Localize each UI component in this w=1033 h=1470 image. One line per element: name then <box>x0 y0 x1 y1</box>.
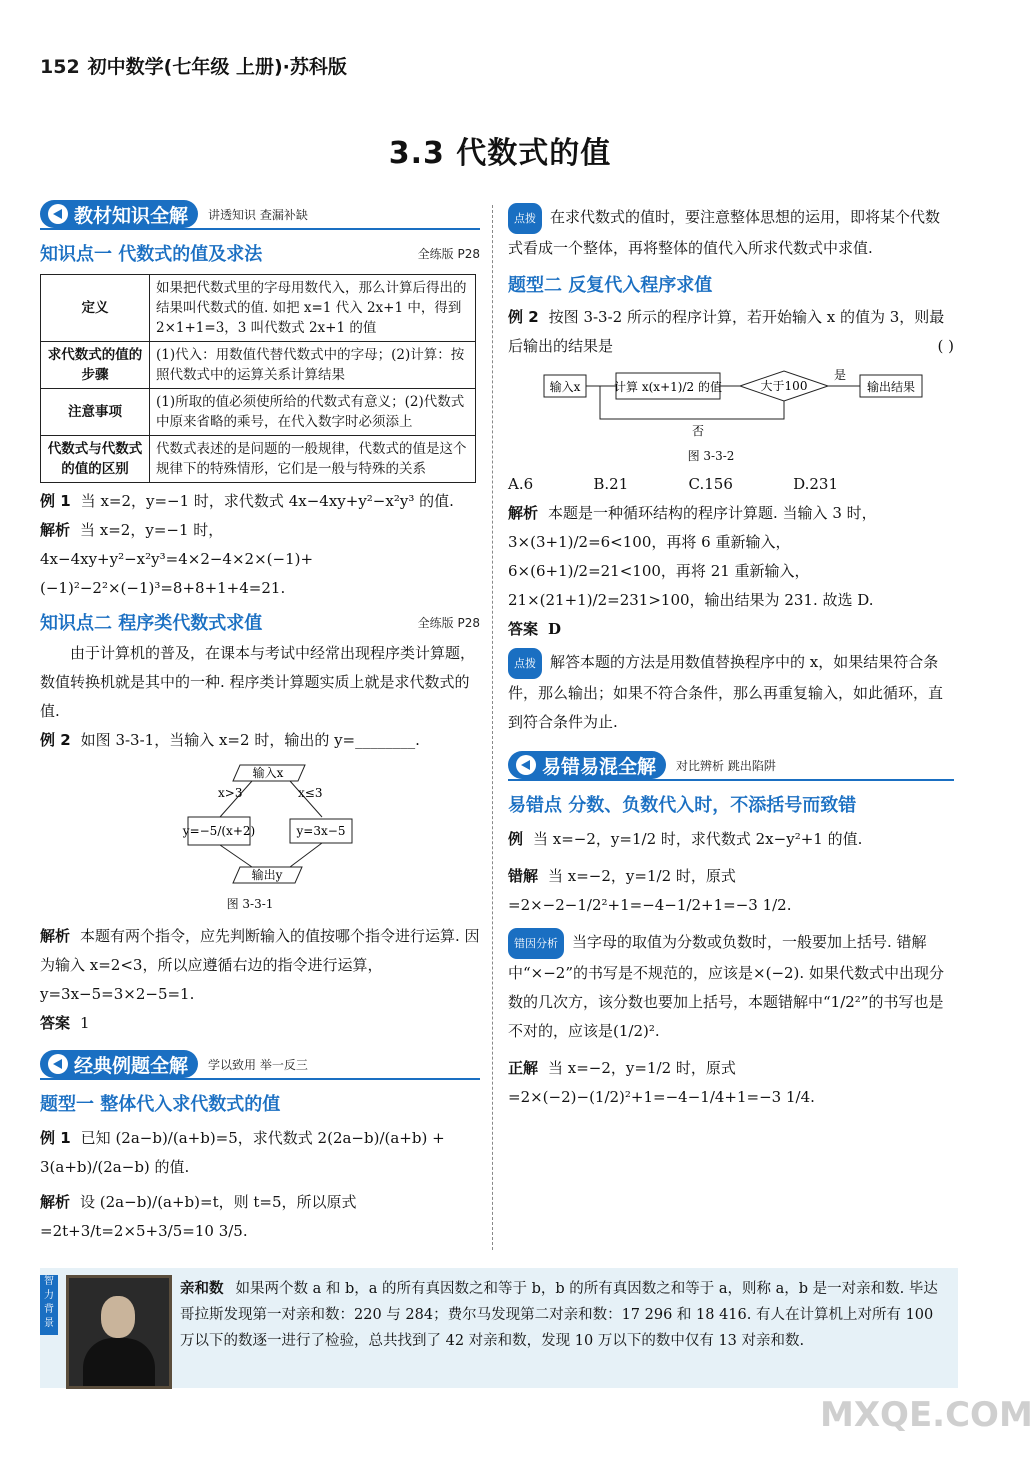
solution-1 <box>40 516 480 603</box>
table-cell: 代数式表述的是问题的一般规律，代数式的值是这个规律下的特殊情形，它们是一般与特殊的关系 <box>150 436 476 483</box>
answer-label: 答案 <box>508 620 539 638</box>
example-1 <box>40 487 480 516</box>
option-c: C.156 <box>688 475 733 493</box>
page-header <box>40 52 347 79</box>
example-2 <box>40 726 480 755</box>
banner-examples <box>40 1050 480 1080</box>
type2-heading: 题型二 反复代入程序求值 <box>508 275 713 296</box>
section-title: 3.3 代数式的值 <box>388 136 612 171</box>
options-row <box>508 470 838 499</box>
footer-head: 亲和数 <box>180 1280 224 1297</box>
example-text: 已知 (2a−b)/(a+b)=5，求代数式 2(2a−b)/(a+b) + 3(a+b)/(2a−b) 的值. <box>40 1129 445 1176</box>
megaphone-icon <box>48 1054 68 1074</box>
footer-body: 如果两个数 a 和 b，a 的所有真因数之和等于 b，b 的所有真因数之和等于 a，则称 a，b 是一对亲和数. 毕达哥拉斯发现第一对亲和数：220 与 284；费尔马发现第二对亲和数：17 296 和 18 416. 有人在计算机上对所有 100 万以下的数逐一进行了检验，总共找到了 42 对亲和数，发现 10 万以下的数中仅有 13 对亲和数. <box>180 1281 938 1349</box>
kp2-title: 知识点二 程序类代数式求值 <box>40 613 263 634</box>
table-cell-head: 求代数式的值的步骤 <box>41 342 150 389</box>
fc-right-box-text: y=3x−5 <box>296 824 346 838</box>
error-analysis <box>508 928 954 1046</box>
left-column <box>40 200 480 1246</box>
megaphone-icon <box>48 204 68 224</box>
tip-text: 在求代数式的值时，要注意整体思想的运用，即将某个代数式看成一个整体，再将整体的值代入所求代数式中求值. <box>508 208 941 257</box>
wrong-solution <box>508 862 954 920</box>
answer-4 <box>508 615 954 644</box>
option-d: D.231 <box>793 475 838 493</box>
fc2-input-text: 输入x <box>549 380 581 394</box>
tip-1 <box>508 203 954 263</box>
megaphone-icon <box>516 755 536 775</box>
fc2-output-text: 输出结果 <box>866 380 916 394</box>
example-text: 如图 3-3-1，当输入 x=2 时，输出的 y=________. <box>80 731 420 749</box>
table-row <box>41 389 476 436</box>
example-text: 当 x=2，y=−1 时，求代数式 4x−4xy+y²−x²y³ 的值. <box>80 492 454 510</box>
banner-errors <box>508 751 954 781</box>
kp1-heading <box>40 240 480 266</box>
table-row <box>41 275 476 342</box>
watermark: MXQE.COM <box>820 1395 1033 1435</box>
banner-pill <box>40 1050 198 1078</box>
example-label: 例 2 <box>40 731 71 749</box>
solution-label: 解析 <box>508 504 539 522</box>
answer-text: 1 <box>80 1014 90 1032</box>
correct-label: 正解 <box>508 1059 539 1077</box>
answer-2 <box>40 1009 480 1038</box>
tip-text: 解答本题的方法是用数值替换程序中的 x，如果结果符合条件，那么输出；如果不符合条件，那么再重复输入，如此循环，直到符合条件为止. <box>508 653 944 731</box>
example-text: 按图 3-3-2 所示的程序计算，若开始输入 x 的值为 3，则最后输出的结果是 <box>508 308 945 355</box>
example-4 <box>508 303 954 361</box>
table-cell-head: 注意事项 <box>41 389 150 436</box>
solution-label: 解析 <box>40 521 71 539</box>
solution-text: 当 x=2，y=−1 时，4x−4xy+y²−x²y³=4×2−4×2×(−1)+(−1)²−2²×(−1)³=8+8+1+4=21. <box>40 521 314 597</box>
fc2-no: 否 <box>691 424 705 438</box>
solution-text: 本题是一种循环结构的程序计算题. 当输入 3 时，3×(3+1)/2=6<100，再将 6 重新输入，6×(6+1)/2=21<100，再将 21 重新输入，21×(21+1)/2=231>100，输出结果为 231. 故选 D. <box>508 504 877 609</box>
solution-2 <box>40 922 480 1009</box>
correct-text: 当 x=−2，y=1/2 时，原式 =2×(−2)−(1/2)²+1=−4−1/4+1=−3 1/4. <box>508 1059 815 1106</box>
example-label: 例 1 <box>40 492 71 510</box>
flowchart-3-3-1 <box>40 755 480 895</box>
banner-sub: 讲透知识 查漏补缺 <box>208 207 308 222</box>
table-cell: (1)代入：用数值代替代数式中的字母；(2)计算：按照代数式中的运算关系计算结果 <box>150 342 476 389</box>
portrait-face <box>101 1296 135 1338</box>
fc-output-text: 输出y <box>251 868 283 882</box>
kp1-title: 知识点一 代数式的值及求法 <box>40 244 263 265</box>
banner-sub: 对比辨析 跳出陷阱 <box>676 758 776 773</box>
tip-tag: 点拨 <box>508 203 542 234</box>
table-cell: (1)所取的值必须使所给的代数式有意义；(2)代数式中原来省略的乘号，在代入数字时必须添上 <box>150 389 476 436</box>
fc2-cond-text: 大于100 <box>760 379 808 393</box>
solution-4 <box>508 499 954 615</box>
answer-paren: ( ) <box>937 337 954 355</box>
solution-3 <box>40 1188 480 1246</box>
option-a: A.6 <box>508 475 534 493</box>
column-divider <box>492 205 493 1250</box>
example-label: 例 2 <box>508 308 539 326</box>
table-row <box>41 342 476 389</box>
banner-textbook <box>40 200 480 230</box>
banner-label: 经典例题全解 <box>74 1054 189 1077</box>
example-5 <box>508 825 954 854</box>
example-label: 例 <box>508 830 524 848</box>
kp2-heading <box>40 609 480 635</box>
table-cell: 如果把代数式里的字母用数代入，那么计算后得出的结果叫代数式的值. 如把 x=1 代入 2x+1 中，得到 2×1+1=3，3 叫代数式 2x+1 的值 <box>150 275 476 342</box>
wrong-label: 错解 <box>508 867 539 885</box>
banner-sub: 学以致用 举一反三 <box>208 1057 308 1072</box>
error-heading: 易错点 分数、负数代入时，不添括号而致错 <box>508 795 857 816</box>
solution-label: 解析 <box>40 1193 71 1211</box>
tip-tag: 点拨 <box>508 648 542 679</box>
correct-solution <box>508 1054 954 1112</box>
fc2-yes: 是 <box>834 368 847 382</box>
figure-caption: 图 3-3-2 <box>687 449 735 463</box>
portrait-body <box>83 1338 155 1386</box>
solution-text: 设 (2a−b)/(a+b)=t，则 t=5，所以原式 =2t+3/t=2×5+3/5=10 3/5. <box>40 1193 357 1240</box>
analysis-text: 当字母的取值为分数或负数时，一般要加上括号. 错解中“×−2”的书写是不规范的，应该是×(−2). 如果代数式中出现分数的几次方，该分数也要加上括号，本题错解中“1/2²”的书写也是不对的，应该是(1/2)². <box>508 933 944 1040</box>
banner-label: 教材知识全解 <box>74 204 189 227</box>
banner-pill <box>508 751 666 779</box>
fc-left-box-text: y=−5/(x+2) <box>182 824 256 838</box>
fc-input-text: 输入x <box>252 766 284 780</box>
portrait-image <box>66 1275 172 1389</box>
type1-heading: 题型一 整体代入求代数式的值 <box>40 1094 281 1115</box>
table-cell-head: 代数式与代数式的值的区别 <box>41 436 150 483</box>
wrong-text: 当 x=−2，y=1/2 时，原式 =2×−2−1/2²+1=−4−1/2+1=−3 1/2. <box>508 867 792 914</box>
solution-text: 本题有两个指令，应先判断输入的值按哪个指令进行运算. 因为输入 x=2<3，所以应遵循右边的指令进行运算，y=3x−5=3×2−5=1. <box>40 927 480 1003</box>
kp1-ref: 全练版 P28 <box>417 247 480 261</box>
banner-label: 易错易混全解 <box>542 755 657 778</box>
option-b: B.21 <box>593 475 629 493</box>
right-column <box>508 203 954 1112</box>
kp2-text: 由于计算机的普及，在课本与考试中经常出现程序类计算题，数值转换机就是其中的一种. 程序类计算题实质上就是求代数式的值. <box>40 644 476 720</box>
footer-text <box>180 1276 950 1354</box>
page-number: 152 <box>40 56 80 78</box>
analysis-tag: 错因分析 <box>508 928 564 959</box>
fc-right-cond: x≤3 <box>298 786 323 800</box>
answer-label: 答案 <box>40 1014 71 1032</box>
example-text: 当 x=−2，y=1/2 时，求代数式 2x−y²+1 的值. <box>533 830 863 848</box>
fc-left-cond: x>3 <box>218 786 243 800</box>
table-row <box>41 436 476 483</box>
knowledge-table <box>40 274 476 483</box>
book-title: 初中数学(七年级 上册)·苏科版 <box>87 56 347 78</box>
banner-pill <box>40 200 198 228</box>
kp2-ref: 全练版 P28 <box>417 616 480 630</box>
answer-text: D <box>548 620 562 638</box>
fc2-calc-text: 计算 x(x+1)/2 的值 <box>614 380 722 394</box>
example-label: 例 1 <box>40 1129 71 1147</box>
figure-caption: 图 3-3-1 <box>226 897 274 911</box>
flowchart-3-3-2 <box>508 365 954 439</box>
table-cell-head: 定义 <box>41 275 150 342</box>
tip-2 <box>508 648 954 737</box>
example-3 <box>40 1124 480 1182</box>
footer-side-tag: 智力背景 <box>40 1275 58 1335</box>
solution-label: 解析 <box>40 927 71 945</box>
